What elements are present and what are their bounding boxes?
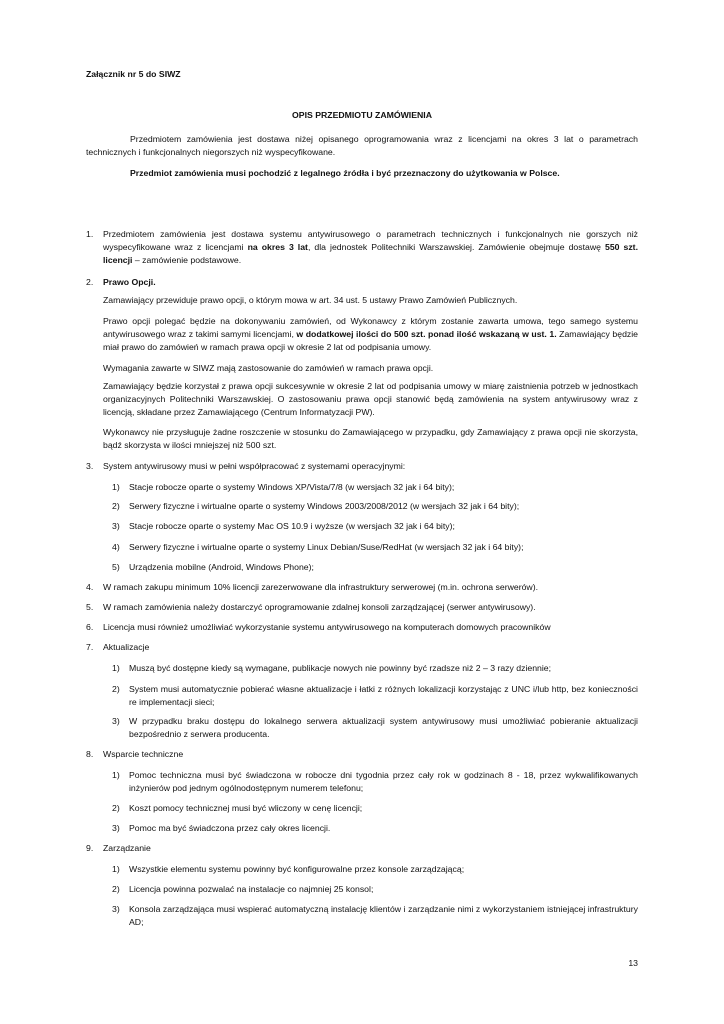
- item-number: 5.: [86, 602, 94, 612]
- sub-item-text: Stacje robocze oparte o systemy Mac OS 10.9 i wyższe (w wersjach 32 jak i 64 bity);: [129, 521, 455, 531]
- sub-item-text: Konsola zarządzająca musi wspierać automatyczną instalację klientów i zarządzanie nimi z wykorzystaniem istniejącej infrastruktury AD;: [129, 904, 638, 927]
- sub-item-number: 2): [112, 803, 120, 813]
- sub-item-number: 2): [112, 501, 120, 511]
- sub-item-text: W przypadku braku dostępu do lokalnego serwera aktualizacji system antywirusowy musi umożliwiać pobieranie aktualizacji bezpośrednio z serwera producenta.: [129, 716, 638, 739]
- item-number: 1.: [86, 229, 94, 239]
- item-2-paragraph-1: Zamawiający przewiduje prawo opcji, o którym mowa w art. 34 ust. 5 ustawy Prawo Zamówień Publicznych.: [103, 295, 518, 305]
- item-number: 6.: [86, 622, 94, 632]
- sub-item-text: Wszystkie elementu systemu powinny być konfigurowalne przez konsole zarządzającą;: [129, 864, 465, 874]
- page-number: 13: [628, 958, 638, 968]
- sub-item-number: 3): [112, 823, 120, 833]
- sub-item-text: Urządzenia mobilne (Android, Windows Phone);: [129, 562, 314, 572]
- sub-item-text: Koszt pomocy technicznej musi być wliczony w cenę licencji;: [129, 803, 363, 813]
- item-number: 9.: [86, 843, 94, 853]
- item-4-text: W ramach zakupu minimum 10% licencji zarezerwowane dla infrastruktury serwerowej (m.in. ochrona serwerów).: [103, 582, 539, 592]
- item-5-text: W ramach zamówienia należy dostarczyć oprogramowanie zdalnej konsoli zarządzającej (serwer antywirusowy).: [103, 602, 536, 612]
- sub-item-text: Serwery fizyczne i wirtualne oparte o systemy Linux Debian/Suse/RedHat (w wersjach 32 jak i 64 bity);: [129, 542, 524, 552]
- item-number: 2.: [86, 277, 94, 287]
- sub-item-number: 1): [112, 482, 120, 492]
- sub-item-number: 3): [112, 716, 120, 726]
- item-number: 7.: [86, 642, 94, 652]
- sub-item-number: 3): [112, 521, 120, 531]
- sub-item-text: Serwery fizyczne i wirtualne oparte o systemy Windows 2003/2008/2012 (w wersjach 32 jak i 64 bity);: [129, 501, 520, 511]
- item-3-text: System antywirusowy musi w pełni współpracować z systemami operacyjnymi:: [103, 461, 406, 471]
- sub-item-text: Muszą być dostępne kiedy są wymagane, publikacje nowych nie powinny być rzadsze niż 2 – 3 razy dziennie;: [129, 663, 552, 673]
- item-number: 3.: [86, 461, 94, 471]
- sub-item-number: 1): [112, 663, 120, 673]
- item-6-text: Licencja musi również umożliwiać wykorzystanie systemu antywirusowego na komputerach domowych pracowników: [103, 622, 551, 632]
- item-2-paragraph-3: Wymagania zawarte w SIWZ mają zastosowanie do zamówień w ramach prawa opcji.: [103, 363, 434, 373]
- document-title: OPIS PRZEDMIOTU ZAMÓWIENIA: [292, 110, 432, 120]
- sub-item-text: Licencja powinna pozwalać na instalacje co najmniej 25 konsol;: [129, 884, 374, 894]
- item-2-paragraph-5: Wykonawcy nie przysługuje żadne roszczenie w stosunku do Zamawiającego w przypadku, gdy Zamawiający z prawa opcji nie skorzysta, bądź skorzysta w ilości mniejszej niż 500 szt.: [103, 427, 638, 450]
- annex-label: Załącznik nr 5 do SIWZ: [86, 69, 181, 79]
- item-number: 8.: [86, 749, 94, 759]
- item-number: 4.: [86, 582, 94, 592]
- sub-item-text: Pomoc techniczna musi być świadczona w robocze dni tygodnia przez cały rok w godzinach 8 - 18, przez wykwalifikowanych inżynierów pod jednym ogólnodostępnym numerem telefonu;: [129, 770, 638, 793]
- item-1-text: Przedmiotem zamówienia jest dostawa systemu antywirusowego o parametrach technicznych i funkcjonalnych nie gorszych niż wyspecyfikowane wraz z licencjami na okres 3 lat, dla jednostek Politechniki Warszawskiej. Zamówienie obejmuje dostawę 550 szt. licencji – zamówienie podstawowe.: [103, 229, 638, 265]
- sub-item-text: System musi automatycznie pobierać własne aktualizacje i łatki z różnych lokalizacji korzystając z UNC i/lub http, bez konieczności re implementacji sieci;: [129, 684, 638, 707]
- origin-statement: Przedmiot zamówienia musi pochodzić z legalnego źródła i być przeznaczony do użytkowania w Polsce.: [130, 168, 560, 178]
- sub-item-number: 2): [112, 684, 120, 694]
- item-7-text: Aktualizacje: [103, 642, 150, 652]
- sub-item-number: 1): [112, 864, 120, 874]
- sub-item-number: 1): [112, 770, 120, 780]
- item-2-title: Prawo Opcji.: [103, 277, 156, 287]
- item-2-paragraph-2: Prawo opcji polegać będzie na dokonywaniu zamówień, od Wykonawcy z którym zostanie zawarta umowa, tego samego systemu antywirusowego wraz z takimi samymi licencjami, w dodatkowej ilości do 500 szt. ponad ilość wskazaną w ust. 1. Zamawiający będzie miał prawo do zamówień w ramach prawa opcji w okresie 2 lat od podpisania umowy.: [103, 316, 639, 352]
- sub-item-text: Pomoc ma być świadczona przez cały okres licencji.: [129, 823, 331, 833]
- sub-item-number: 5): [112, 562, 120, 572]
- sub-item-number: 3): [112, 904, 120, 914]
- sub-item-number: 2): [112, 884, 120, 894]
- item-2-paragraph-4: Zamawiający będzie korzystał z prawa opcji sukcesywnie w okresie 2 lat od podpisania umowy w miarę zaistnienia potrzeb w jednostkach organizacyjnych Politechniki Warszawskiej. O zastosowaniu prawa opcji stanowić będą zamówienia na system antywirusowy wraz z licencją, składane przez Zamawiającego (Centrum Informatyzacji PW).: [103, 381, 638, 417]
- item-9-text: Zarządzanie: [103, 843, 151, 853]
- sub-item-text: Stacje robocze oparte o systemy Windows XP/Vista/7/8 (w wersjach 32 jak i 64 bity);: [129, 482, 455, 492]
- sub-item-number: 4): [112, 542, 120, 552]
- intro-paragraph: Przedmiotem zamówienia jest dostawa niżej opisanego oprogramowania wraz z licencjami na okres 3 lat o parametrach technicznych i funkcjonalnych niegorszych niż wyspecyfikowane.: [86, 134, 638, 157]
- item-8-text: Wsparcie techniczne: [103, 749, 184, 759]
